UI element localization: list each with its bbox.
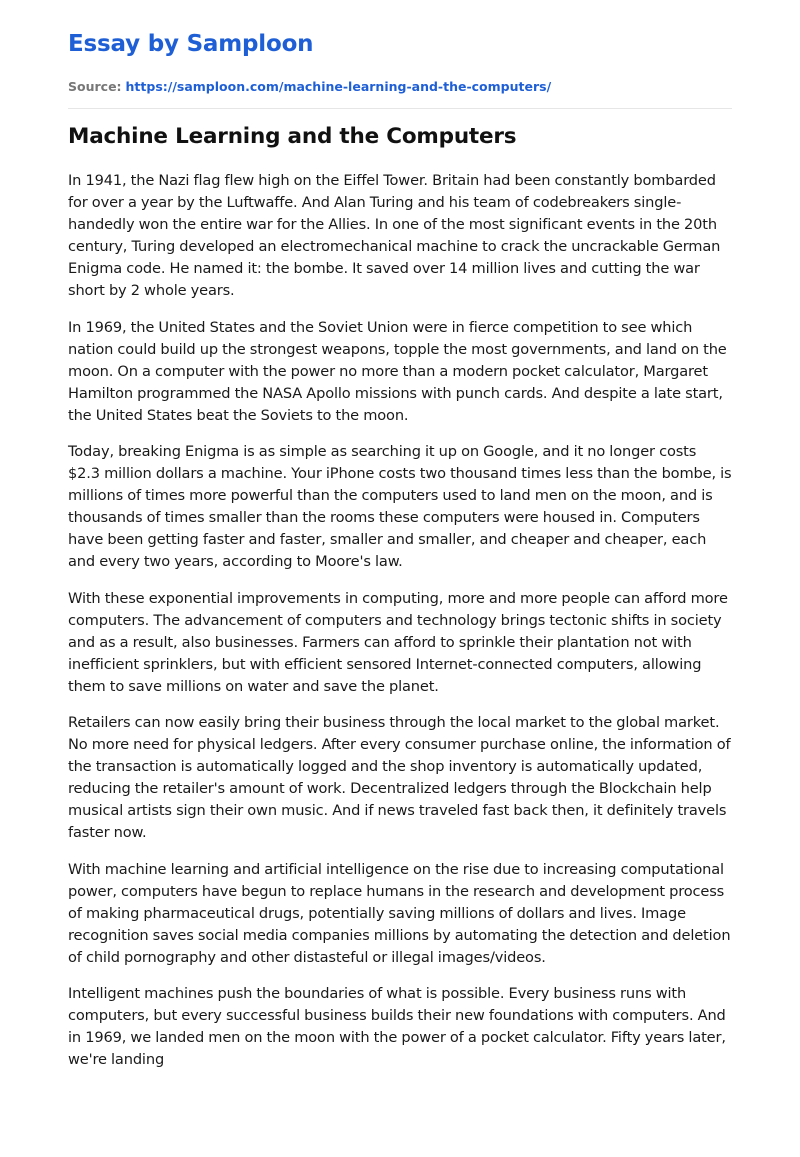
article-paragraph: Intelligent machines push the boundaries of what is possible. Every business runs with computers, but every successful business builds their new foundations with computers. And in 1969, we landed men on the moon with the power of a pocket calculator. Fifty years later, we're landing xyxy=(68,985,726,1068)
source-label: Source: xyxy=(68,79,122,94)
article-paragraph: Retailers can now easily bring their business through the local market to the global market. No more need for physical ledgers. After every consumer purchase online, the information of the transaction is automatically logged and the shop inventory is automatically updated, reducing the retailer's amount of work. Decentralized ledgers through the Blockchain help musical artists sign their own music. And if news traveled fast back then, it definitely travels faster now. xyxy=(68,714,731,841)
article-paragraph: Today, breaking Enigma is as simple as searching it up on Google, and it no longer costs $2.3 million dollars a machine. Your iPhone costs two thousand times less than the bombe, is millions of times more powerful than the computers used to land men on the moon, and is thousands of times smaller than the rooms these computers were housed in. Computers have been getting faster and faster, smaller and smaller, and cheaper and cheaper, each and every two years, according to Moore's law. xyxy=(68,443,732,570)
article-paragraph: In 1969, the United States and the Soviet Union were in fierce competition to see which nation could build up the strongest weapons, topple the most governments, and land on the moon. On a computer with the power no more than a modern pocket calculator, Margaret Hamilton programmed the NASA Apollo missions with punch cards. And despite a late start, the United States beat the Soviets to the moon. xyxy=(68,318,727,424)
article-paragraph: In 1941, the Nazi flag flew high on the Eiffel Tower. Britain had been constantly bombarded for over a year by the Luftwaffe. And Alan Turing and his team of codebreakers single-handedly won the entire war for the Allies. In one of the most significant events in the 20th century, Turing developed an electromechanical machine to crack the uncrackable German Enigma code. He named it: the bombe. It saved over 14 million lives and cutting the war short by 2 whole years. xyxy=(68,172,721,299)
article-paragraph: With these exponential improvements in computing, more and more people can afford more computers. The advancement of computers and technology brings tectonic shifts in society and as a result, also businesses. Farmers can afford to sprinkle their plantation not with inefficient sprinklers, but with efficient sensored Internet-connected computers, allowing them to save millions on water and save the planet. xyxy=(68,589,728,695)
article-paragraph: With machine learning and artificial intelligence on the rise due to increasing computational power, computers have begun to replace humans in the research and development process of making pharmaceutical drugs, potentially saving millions of dollars and lives. Image recognition saves social media companies millions by automating the detection and deletion of child pornography and other distasteful or illegal images/videos. xyxy=(68,860,731,966)
source-link[interactable]: https://samploon.com/machine-learning-and-the-computers/ xyxy=(125,79,552,94)
site-brand[interactable]: Essay by Samploon xyxy=(68,31,314,57)
essay-page xyxy=(68,28,732,1086)
article-title: Machine Learning and the Computers xyxy=(68,124,517,149)
source-line xyxy=(68,78,732,109)
